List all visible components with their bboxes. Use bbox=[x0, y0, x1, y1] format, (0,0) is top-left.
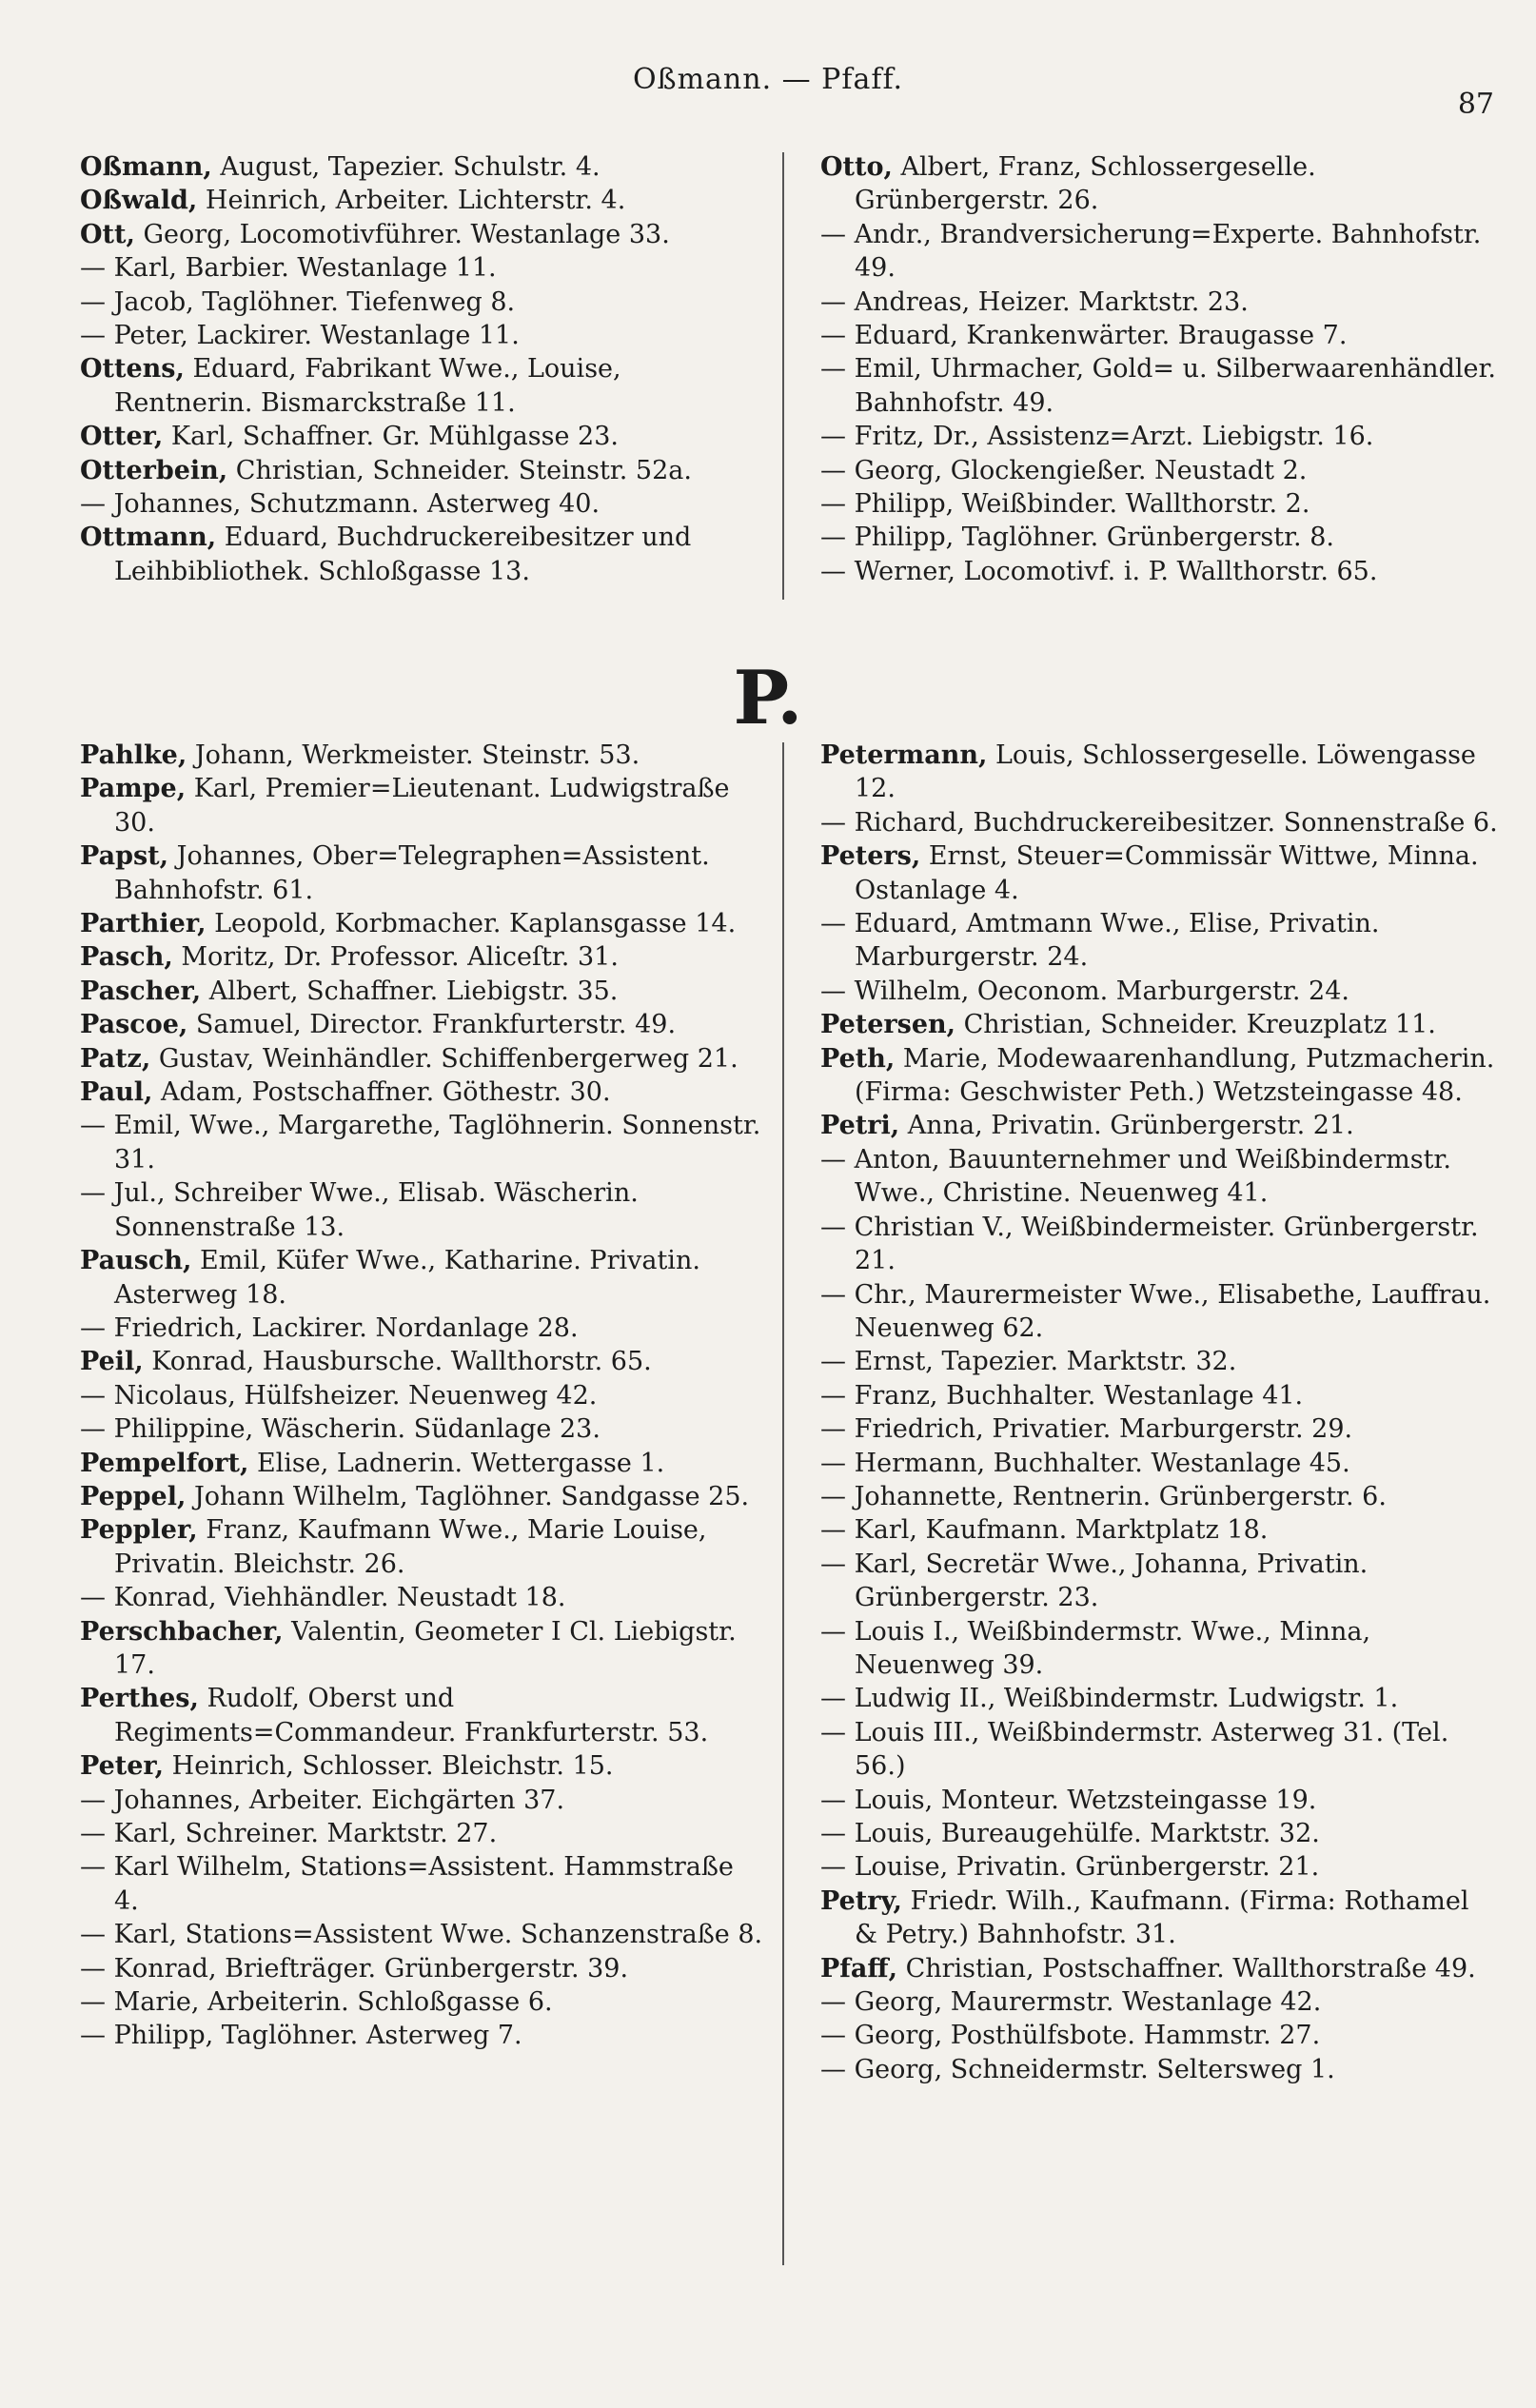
entry-details: — Georg, Schneidermstr. Seltersweg 1. bbox=[820, 2054, 1335, 2084]
directory-entry bbox=[820, 1615, 1498, 1683]
entry-details: — Johannes, Schutzmann. Asterweg 40. bbox=[80, 489, 601, 520]
entry-details: Leopold, Korbmacher. Kaplansgasse 14. bbox=[206, 909, 737, 939]
entry-surname: Peppel, bbox=[80, 1481, 187, 1511]
entry-details: Christian, Schneider. Kreuzplatz 11. bbox=[955, 1010, 1436, 1040]
entry-details: — Louis, Monteur. Wetzsteingasse 19. bbox=[820, 1785, 1317, 1815]
entry-surname: Peters, bbox=[820, 841, 921, 872]
directory-entry bbox=[80, 1345, 765, 1378]
entry-surname: Paul, bbox=[80, 1077, 153, 1108]
directory-entry bbox=[820, 1480, 1498, 1513]
entry-details: August, Tapezier. Schulstr. 4. bbox=[211, 152, 601, 182]
directory-entry bbox=[80, 1850, 765, 1918]
directory-entry bbox=[80, 839, 765, 907]
directory-entry bbox=[80, 739, 765, 772]
entry-details: — Konrad, Viehhändler. Neustadt 18. bbox=[80, 1583, 566, 1613]
entry-details: — Georg, Glockengießer. Neustadt 2. bbox=[820, 455, 1308, 485]
column-bottom-right bbox=[820, 739, 1498, 2086]
directory-entry bbox=[80, 454, 765, 487]
entry-surname: Ottmann, bbox=[80, 523, 217, 553]
directory-entry bbox=[820, 420, 1498, 453]
entry-details: Samuel, Director. Frankfurterstr. 49. bbox=[187, 1010, 677, 1040]
entry-surname: Petri, bbox=[820, 1111, 900, 1141]
entry-details: — Eduard, Amtmann Wwe., Elise, Privatin. Marburgerstr. 24. bbox=[820, 909, 1380, 973]
directory-entry bbox=[820, 319, 1498, 352]
entry-surname: Pascoe, bbox=[80, 1010, 188, 1040]
directory-entry bbox=[820, 806, 1498, 839]
entry-details: — Philipp, Taglöhner. Grünbergerstr. 8. bbox=[820, 523, 1334, 553]
directory-entry bbox=[820, 352, 1498, 420]
entry-details: — Philipp, Taglöhner. Asterweg 7. bbox=[80, 2021, 522, 2051]
directory-entry bbox=[820, 487, 1498, 521]
entry-details: Louis, Schlossergeselle. Löwengasse 12. bbox=[855, 740, 1476, 804]
directory-entry bbox=[820, 1682, 1498, 1715]
directory-entry bbox=[820, 1042, 1498, 1110]
directory-entry bbox=[80, 251, 765, 285]
directory-entry bbox=[80, 1076, 765, 1109]
directory-entry bbox=[820, 454, 1498, 487]
directory-entry bbox=[80, 1784, 765, 1817]
entry-details: Karl, Schaffner. Gr. Mühlgasse 23. bbox=[163, 422, 619, 452]
entry-surname: Ott, bbox=[80, 219, 135, 249]
directory-entry bbox=[820, 218, 1498, 286]
entry-details: — Chr., Maurermeister Wwe., Elisabethe, Lauffrau. Neuenweg 62. bbox=[820, 1279, 1491, 1343]
directory-entry bbox=[820, 1548, 1498, 1615]
directory-entry bbox=[80, 1817, 765, 1850]
section-letter: P. bbox=[733, 655, 803, 741]
entry-details: — Louis, Bureaugehülfe. Marktstr. 32. bbox=[820, 1819, 1320, 1848]
entry-details: Franz, Kaufmann Wwe., Marie Louise, Privatin. Bleichstr. 26. bbox=[114, 1515, 707, 1579]
entry-details: Johannes, Ober=Telegraphen=Assistent. Bahnhofstr. 61. bbox=[114, 841, 710, 905]
directory-entry bbox=[820, 1008, 1498, 1041]
directory-entry bbox=[80, 1008, 765, 1041]
entry-details: — Georg, Posthülfsbote. Hammstr. 27. bbox=[820, 2021, 1321, 2051]
directory-entry bbox=[80, 420, 765, 453]
entry-surname: Patz, bbox=[80, 1043, 151, 1074]
entry-details: — Richard, Buchdruckereibesitzer. Sonnenstraße 6. bbox=[820, 807, 1498, 838]
directory-entry bbox=[820, 150, 1498, 218]
directory-entry bbox=[820, 1345, 1498, 1378]
directory-entry bbox=[820, 1211, 1498, 1278]
entry-details: — Johannes, Arbeiter. Eichgärten 37. bbox=[80, 1785, 565, 1815]
entry-details: Karl, Premier=Lieutenant. Ludwigstraße 30. bbox=[114, 774, 730, 838]
column-top-right bbox=[820, 150, 1498, 588]
entry-details: Valentin, Geometer I Cl. Liebigstr. 17. bbox=[114, 1616, 737, 1680]
directory-entry bbox=[820, 2053, 1498, 2086]
directory-entry bbox=[820, 1513, 1498, 1547]
entry-details: — Jacob, Taglöhner. Tiefenweg 8. bbox=[80, 286, 516, 317]
entry-details: — Franz, Buchhalter. Westanlage 41. bbox=[820, 1380, 1304, 1411]
entry-surname: Pahlke, bbox=[80, 740, 187, 770]
entry-surname: Peth, bbox=[820, 1043, 896, 1074]
entry-details: Christian, Schneider. Steinstr. 52a. bbox=[227, 455, 692, 485]
entry-surname: Peil, bbox=[80, 1347, 144, 1377]
directory-entry bbox=[80, 1042, 765, 1076]
directory-entry bbox=[820, 2019, 1498, 2052]
entry-details: Moritz, Dr. Professor. Aliceſtr. 31. bbox=[172, 942, 619, 973]
entry-details: — Emil, Wwe., Margarethe, Taglöhnerin. Sonnenstr. 31. bbox=[80, 1111, 761, 1174]
entry-details: Ernst, Steuer=Commissär Wittwe, Minna. Ostanlage 4. bbox=[855, 841, 1479, 905]
directory-entry bbox=[80, 1682, 765, 1749]
entry-details: — Louis I., Weißbindermstr. Wwe., Minna, Neuenweg 39. bbox=[820, 1616, 1371, 1680]
entry-details: Albert, Franz, Schlossergeselle. Grünbergerstr. 26. bbox=[855, 152, 1316, 216]
entry-surname: Pascher, bbox=[80, 976, 202, 1006]
directory-entry bbox=[820, 975, 1498, 1008]
entry-surname: Peter, bbox=[80, 1751, 165, 1782]
directory-entry bbox=[820, 1109, 1498, 1142]
directory-entry bbox=[80, 1918, 765, 1951]
entry-details: Emil, Küfer Wwe., Katharine. Privatin. Asterweg 18. bbox=[114, 1246, 700, 1310]
directory-entry bbox=[80, 2019, 765, 2052]
entry-details: — Jul., Schreiber Wwe., Elisab. Wäscherin. Sonnenstraße 13. bbox=[80, 1178, 639, 1242]
directory-entry bbox=[80, 1447, 765, 1480]
entry-details: — Karl, Schreiner. Marktstr. 27. bbox=[80, 1819, 498, 1848]
entry-details: — Emil, Uhrmacher, Gold= u. Silberwaarenhändler. Bahnhofstr. 49. bbox=[820, 354, 1496, 418]
entry-surname: Otto, bbox=[820, 152, 893, 182]
entry-surname: Pampe, bbox=[80, 774, 187, 804]
directory-entry bbox=[80, 1412, 765, 1446]
entry-details: — Fritz, Dr., Assistenz=Arzt. Liebigstr. 16. bbox=[820, 422, 1374, 452]
entry-details: — Anton, Bauunternehmer und Weißbindermstr. Wwe., Christine. Neuenweg 41. bbox=[820, 1144, 1451, 1209]
entry-details: Eduard, Buchdruckereibesitzer und Leihbibliothek. Schloßgasse 13. bbox=[114, 523, 692, 586]
entry-details: Marie, Modewaarenhandlung, Putzmacherin. (Firma: Geschwister Peth.) Wetzsteingasse 48. bbox=[855, 1043, 1495, 1108]
entry-surname: Pausch, bbox=[80, 1246, 192, 1276]
directory-entry bbox=[820, 1885, 1498, 1952]
entry-details: — Karl Wilhelm, Stations=Assistent. Hammstraße 4. bbox=[80, 1852, 734, 1916]
directory-entry bbox=[80, 1480, 765, 1513]
entry-surname: Petry, bbox=[820, 1885, 902, 1916]
entry-surname: Pasch, bbox=[80, 942, 173, 973]
directory-entry bbox=[820, 1784, 1498, 1817]
entry-details: — Karl, Kaufmann. Marktplatz 18. bbox=[820, 1515, 1269, 1546]
directory-entry bbox=[80, 975, 765, 1008]
entry-details: — Ernst, Tapezier. Marktstr. 32. bbox=[820, 1347, 1237, 1377]
column-top-left bbox=[80, 150, 765, 588]
entry-details: — Friedrich, Privatier. Marburgerstr. 29. bbox=[820, 1414, 1353, 1445]
entry-details: Albert, Schaffner. Liebigstr. 35. bbox=[201, 976, 619, 1006]
directory-entry bbox=[820, 1278, 1498, 1346]
directory-entry bbox=[820, 1850, 1498, 1884]
directory-entry bbox=[80, 940, 765, 974]
directory-entry bbox=[820, 1379, 1498, 1412]
column-bottom-left bbox=[80, 739, 765, 2053]
entry-details: Heinrich, Arbeiter. Lichterstr. 4. bbox=[197, 186, 626, 216]
entry-details: — Karl, Stations=Assistent Wwe. Schanzenstraße 8. bbox=[80, 1920, 763, 1950]
directory-entry bbox=[820, 1817, 1498, 1850]
directory-entry bbox=[820, 1143, 1498, 1211]
directory-entry bbox=[820, 907, 1498, 975]
directory-entry bbox=[80, 1749, 765, 1783]
directory-entry bbox=[80, 1109, 765, 1176]
entry-surname: Peppler, bbox=[80, 1515, 198, 1546]
directory-entry bbox=[80, 1985, 765, 2019]
entry-details: Heinrich, Schlosser. Bleichstr. 15. bbox=[164, 1751, 614, 1782]
entry-surname: Parthier, bbox=[80, 909, 207, 939]
entry-surname: Oßmann, bbox=[80, 152, 212, 182]
entry-details: — Werner, Locomotivf. i. P. Wallthorstr. 65. bbox=[820, 556, 1378, 586]
directory-entry bbox=[820, 521, 1498, 554]
directory-entry bbox=[80, 218, 765, 251]
entry-details: Georg, Locomotivführer. Westanlage 33. bbox=[134, 219, 670, 249]
entry-details: Rudolf, Oberst und Regiments=Commandeur. Frankfurterstr. 53. bbox=[114, 1684, 709, 1747]
entry-details: Johann Wilhelm, Taglöhner. Sandgasse 25. bbox=[186, 1481, 750, 1511]
directory-entry bbox=[80, 319, 765, 352]
directory-entry bbox=[80, 1513, 765, 1581]
directory-entry bbox=[820, 839, 1498, 907]
entry-surname: Perthes, bbox=[80, 1684, 199, 1714]
directory-entry bbox=[820, 1985, 1498, 2019]
entry-details: — Louise, Privatin. Grünbergerstr. 21. bbox=[820, 1852, 1320, 1883]
directory-entry bbox=[80, 1581, 765, 1614]
entry-details: — Karl, Barbier. Westanlage 11. bbox=[80, 253, 497, 284]
entry-details: Christian, Postschaffner. Wallthorstraße 49. bbox=[896, 1953, 1476, 1984]
column-divider-top bbox=[782, 152, 784, 600]
entry-details: — Eduard, Krankenwärter. Braugasse 7. bbox=[820, 321, 1348, 351]
entry-surname: Petermann, bbox=[820, 740, 988, 770]
entry-details: — Ludwig II., Weißbindermstr. Ludwigstr. 1. bbox=[820, 1684, 1399, 1714]
entry-details: — Peter, Lackirer. Westanlage 11. bbox=[80, 321, 520, 351]
directory-entry bbox=[80, 521, 765, 588]
directory-entry bbox=[820, 1716, 1498, 1784]
directory-entry bbox=[820, 286, 1498, 319]
entry-surname: Petersen, bbox=[820, 1010, 956, 1040]
directory-entry bbox=[820, 1952, 1498, 1985]
entry-details: Anna, Privatin. Grünbergerstr. 21. bbox=[899, 1111, 1354, 1141]
entry-details: Friedr. Wilh., Kaufmann. (Firma: Rothamel & Petry.) Bahnhofstr. 31. bbox=[855, 1885, 1469, 1950]
directory-entry bbox=[80, 150, 765, 184]
entry-surname: Otter, bbox=[80, 422, 164, 452]
running-title: Oßmann. — Pfaff. bbox=[632, 63, 904, 96]
directory-entry bbox=[80, 1952, 765, 1985]
entry-details: — Konrad, Briefträger. Grünbergerstr. 39. bbox=[80, 1953, 629, 1984]
entry-surname: Oßwald, bbox=[80, 186, 198, 216]
entry-details: — Georg, Maurermstr. Westanlage 42. bbox=[820, 1987, 1322, 2018]
entry-details: — Philipp, Weißbinder. Wallthorstr. 2. bbox=[820, 489, 1310, 520]
directory-entry bbox=[820, 739, 1498, 806]
entry-surname: Papst, bbox=[80, 841, 169, 872]
directory-entry bbox=[80, 907, 765, 940]
entry-surname: Pempelfort, bbox=[80, 1448, 249, 1478]
directory-entry bbox=[80, 184, 765, 217]
entry-surname: Pfaff, bbox=[820, 1953, 897, 1984]
entry-details: — Philippine, Wäscherin. Südanlage 23. bbox=[80, 1414, 601, 1445]
entry-details: — Karl, Secretär Wwe., Johanna, Privatin. Grünbergerstr. 23. bbox=[820, 1549, 1369, 1613]
entry-details: — Andr., Brandversicherung=Experte. Bahnhofstr. 49. bbox=[820, 219, 1482, 284]
page-number: 87 bbox=[1457, 88, 1494, 121]
directory-entry bbox=[80, 1176, 765, 1244]
directory-entry bbox=[80, 487, 765, 521]
directory-entry bbox=[80, 1379, 765, 1412]
directory-entry bbox=[80, 772, 765, 839]
entry-details: Gustav, Weinhändler. Schiffenbergerweg 21. bbox=[150, 1043, 738, 1074]
entry-details: Elise, Ladnerin. Wettergasse 1. bbox=[248, 1448, 665, 1478]
entry-surname: Otterbein, bbox=[80, 455, 228, 485]
entry-details: — Wilhelm, Oeconom. Marburgerstr. 24. bbox=[820, 976, 1349, 1006]
entry-details: — Friedrich, Lackirer. Nordanlage 28. bbox=[80, 1313, 579, 1343]
entry-details: — Christian V., Weißbindermeister. Grünbergerstr. 21. bbox=[820, 1212, 1479, 1276]
entry-details: Konrad, Hausbursche. Wallthorstr. 65. bbox=[143, 1347, 652, 1377]
column-divider-bottom bbox=[782, 742, 784, 2265]
directory-entry bbox=[80, 352, 765, 420]
entry-surname: Perschbacher, bbox=[80, 1616, 284, 1647]
directory-entry bbox=[80, 1244, 765, 1312]
entry-details: — Hermann, Buchhalter. Westanlage 45. bbox=[820, 1448, 1350, 1478]
directory-entry bbox=[820, 555, 1498, 588]
directory-entry bbox=[820, 1412, 1498, 1446]
entry-surname: Ottens, bbox=[80, 354, 185, 385]
directory-entry bbox=[80, 1615, 765, 1683]
entry-details: Adam, Postschaffner. Göthestr. 30. bbox=[152, 1077, 611, 1108]
entry-details: — Johannette, Rentnerin. Grünbergerstr. 6. bbox=[820, 1481, 1387, 1511]
entry-details: — Andreas, Heizer. Marktstr. 23. bbox=[820, 286, 1249, 317]
directory-entry bbox=[820, 1447, 1498, 1480]
entry-details: — Nicolaus, Hülfsheizer. Neuenweg 42. bbox=[80, 1380, 598, 1411]
directory-entry bbox=[80, 286, 765, 319]
entry-details: Eduard, Fabrikant Wwe., Louise, Rentnerin. Bismarckstraße 11. bbox=[114, 354, 621, 418]
directory-entry bbox=[80, 1312, 765, 1345]
entry-details: — Marie, Arbeiterin. Schloßgasse 6. bbox=[80, 1987, 553, 2018]
entry-details: Johann, Werkmeister. Steinstr. 53. bbox=[187, 740, 640, 770]
entry-details: — Louis III., Weißbindermstr. Asterweg 31. (Tel. 56.) bbox=[820, 1717, 1449, 1782]
